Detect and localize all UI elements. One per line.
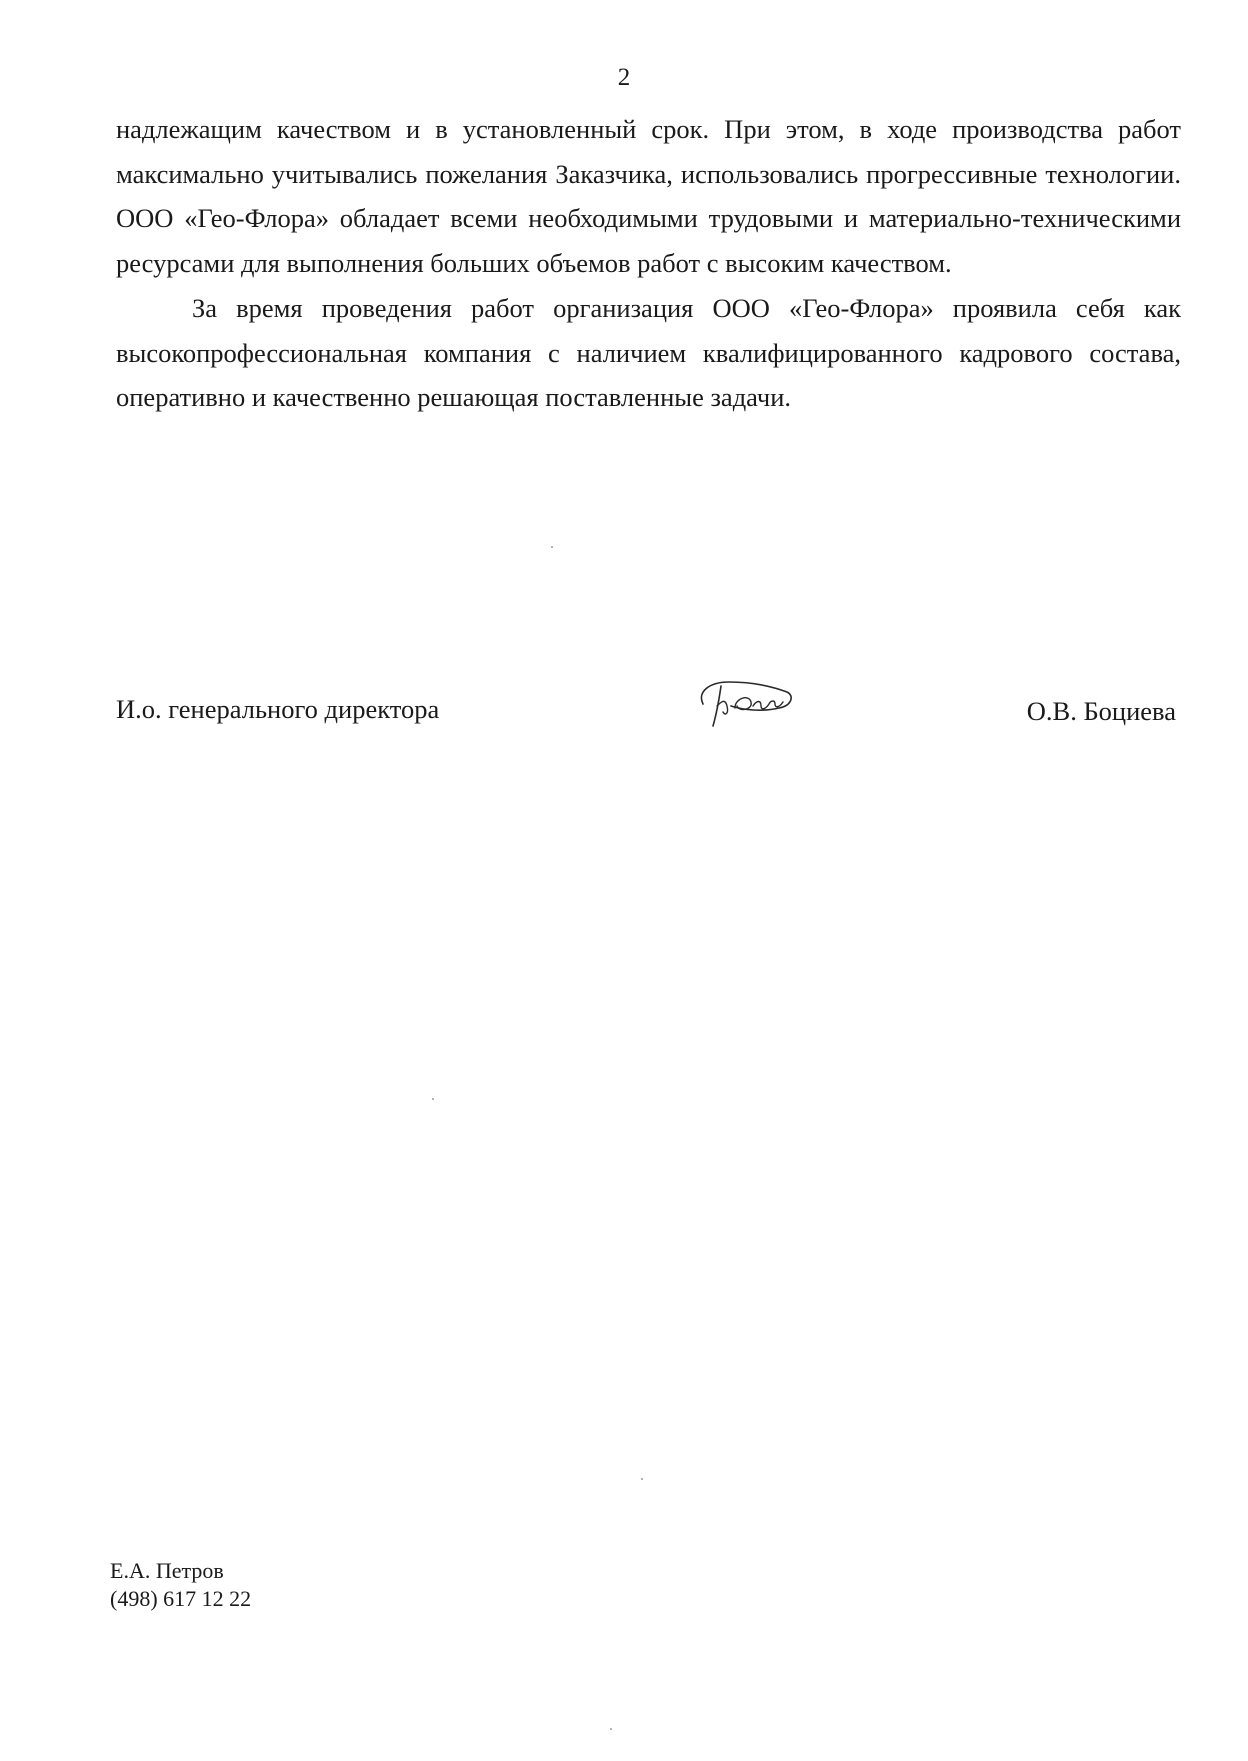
contact-name: Е.А. Петров <box>110 1558 224 1583</box>
signatory-position: И.о. генерального директора <box>116 694 440 724</box>
scan-speck <box>641 1478 643 1480</box>
scan-speck <box>432 1098 434 1100</box>
paragraph-assessment: За время проведения работ организация ООО «Гео-Флора» проявила себя как высокопрофессиональная компания с наличием квалифицированного кадрового состава, оперативно и качественно решающая поставленные задачи. <box>116 293 1181 412</box>
scan-speck <box>610 1728 612 1730</box>
contact-block <box>110 1557 251 1613</box>
contact-phone: (498) 617 12 22 <box>110 1586 252 1611</box>
handwritten-signature <box>691 672 801 730</box>
scan-speck <box>551 546 553 548</box>
letter-body <box>116 107 1181 420</box>
signatory-name: О.В. Боциева <box>1026 696 1176 726</box>
paragraph-continuation: надлежащим качеством и в установленный срок. При этом, в ходе производства работ максимально учитывались пожелания Заказчика, использовались прогрессивные технологии. ООО «Гео-Флора» обладает всеми необходимыми трудовыми и материально-техническими ресурсами для выполнения больших объемов работ с высоким качеством. <box>116 114 1181 278</box>
signature-block <box>116 672 1176 752</box>
page-number: 2 <box>617 64 631 91</box>
